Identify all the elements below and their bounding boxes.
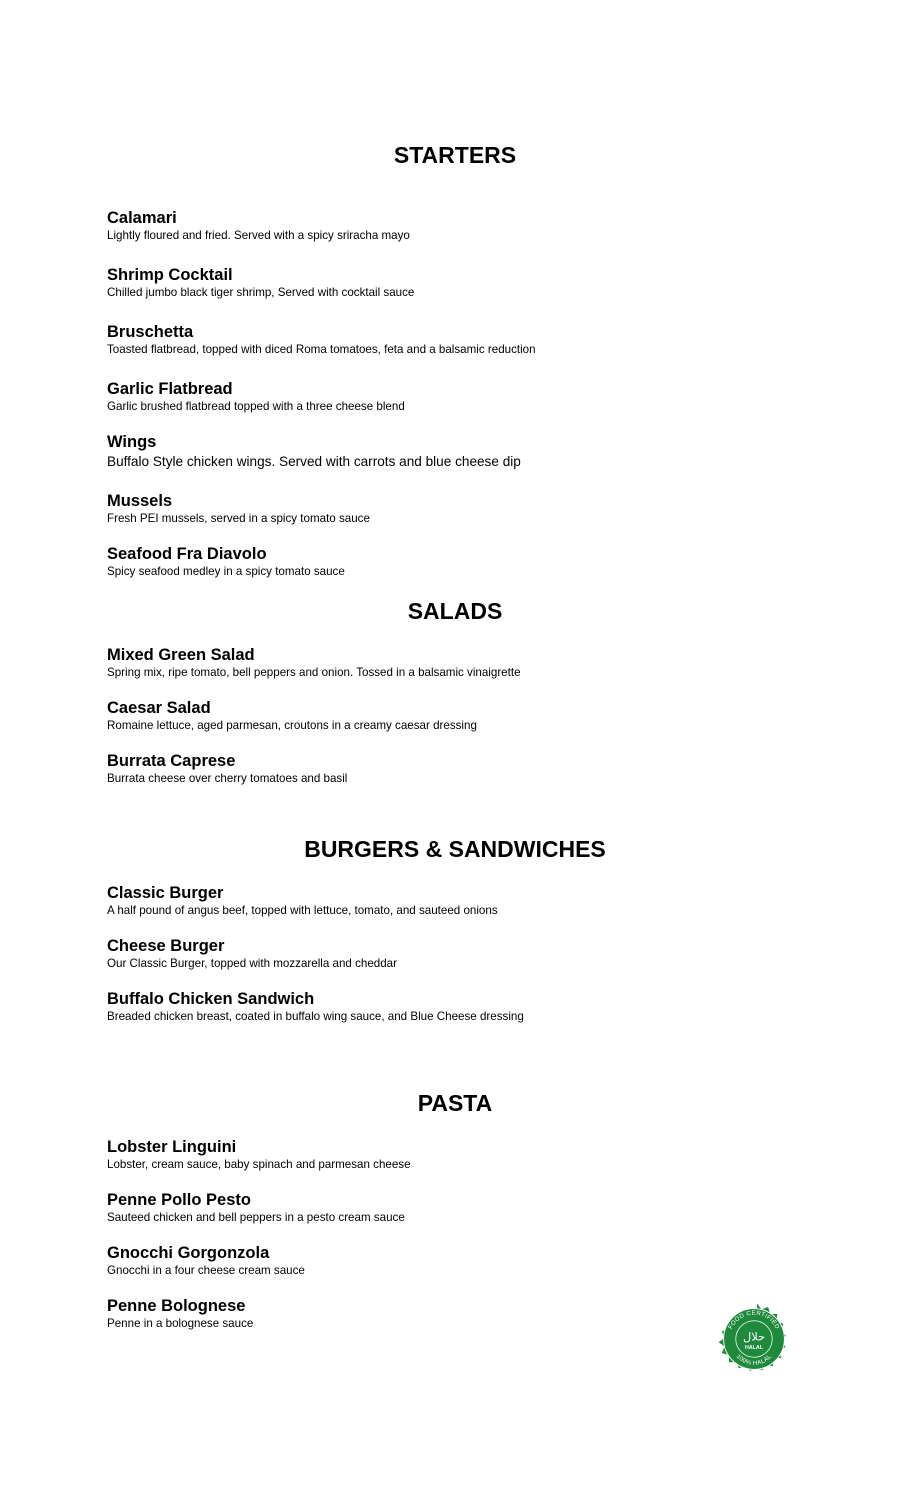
item-name: Garlic Flatbread xyxy=(107,380,233,398)
item-name: Penne Pollo Pesto xyxy=(107,1191,251,1209)
halal-certified-seal-icon xyxy=(716,1301,792,1377)
item-description: Our Classic Burger, topped with mozzarella and cheddar xyxy=(107,957,397,970)
menu-item xyxy=(107,1190,807,1225)
menu-item xyxy=(107,491,807,526)
menu-item xyxy=(107,322,807,357)
section-title-burgers: BURGERS & SANDWICHES xyxy=(304,836,606,862)
item-description: Buffalo Style chicken wings. Served with carrots and blue cheese dip xyxy=(107,454,521,469)
item-description: Spring mix, ripe tomato, bell peppers and onion. Tossed in a balsamic vinaigrette xyxy=(107,666,521,679)
menu-item xyxy=(107,698,807,733)
item-description: Lobster, cream sauce, baby spinach and parmesan cheese xyxy=(107,1158,411,1171)
menu-item xyxy=(107,883,807,918)
item-description: Sauteed chicken and bell peppers in a pesto cream sauce xyxy=(107,1211,405,1224)
item-name: Shrimp Cocktail xyxy=(107,266,233,284)
menu-item xyxy=(107,432,807,470)
item-description: Gnocchi in a four cheese cream sauce xyxy=(107,1264,305,1277)
menu-item xyxy=(107,645,807,680)
item-description: Lightly floured and fried. Served with a spicy sriracha mayo xyxy=(107,229,410,242)
item-name: Caesar Salad xyxy=(107,699,211,717)
menu-item xyxy=(107,1243,807,1278)
menu-item xyxy=(107,1137,807,1172)
item-description: Chilled jumbo black tiger shrimp, Served with cocktail sauce xyxy=(107,286,415,299)
item-name: Wings xyxy=(107,433,157,451)
item-name: Penne Bolognese xyxy=(107,1297,246,1315)
item-description: A half pound of angus beef, topped with lettuce, tomato, and sauteed onions xyxy=(107,904,498,917)
section-title-pasta: PASTA xyxy=(417,1090,493,1116)
item-name: Seafood Fra Diavolo xyxy=(107,545,267,563)
menu-item xyxy=(107,265,807,300)
menu-item xyxy=(107,936,807,971)
seal-top-text: FOOD CERTIFIED xyxy=(727,1309,781,1331)
item-name: Cheese Burger xyxy=(107,937,225,955)
section-title-salads: SALADS xyxy=(407,598,503,624)
seal-bottom-text: 100% HALAL xyxy=(734,1353,774,1367)
section-title-starters: STARTERS xyxy=(393,142,517,168)
item-description: Garlic brushed flatbread topped with a three cheese blend xyxy=(107,400,405,413)
menu-item xyxy=(107,751,807,786)
item-name: Classic Burger xyxy=(107,884,224,902)
item-description: Burrata cheese over cherry tomatoes and basil xyxy=(107,772,348,785)
item-name: Burrata Caprese xyxy=(107,752,236,770)
item-name: Mixed Green Salad xyxy=(107,646,255,664)
item-name: Bruschetta xyxy=(107,323,194,341)
item-description: Spicy seafood medley in a spicy tomato sauce xyxy=(107,565,345,578)
menu-item xyxy=(107,379,807,414)
item-name: Lobster Linguini xyxy=(107,1138,237,1156)
item-description: Romaine lettuce, aged parmesan, croutons in a creamy caesar dressing xyxy=(107,719,477,732)
item-name: Calamari xyxy=(107,209,177,227)
item-description: Fresh PEI mussels, served in a spicy tomato sauce xyxy=(107,512,370,525)
menu-item xyxy=(107,544,807,579)
seal-arabic-text: حلال xyxy=(742,1329,766,1344)
item-description: Toasted flatbread, topped with diced Roma tomatoes, feta and a balsamic reduction xyxy=(107,343,536,356)
menu-item xyxy=(107,1296,807,1331)
item-description: Breaded chicken breast, coated in buffalo wing sauce, and Blue Cheese dressing xyxy=(107,1010,524,1023)
item-description: Penne in a bolognese sauce xyxy=(107,1317,254,1330)
menu-item xyxy=(107,989,807,1024)
item-name: Gnocchi Gorgonzola xyxy=(107,1244,270,1262)
item-name: Mussels xyxy=(107,492,173,510)
seal-center-text: HALAL xyxy=(745,1344,763,1351)
item-name: Buffalo Chicken Sandwich xyxy=(107,990,315,1008)
menu-item xyxy=(107,208,807,243)
